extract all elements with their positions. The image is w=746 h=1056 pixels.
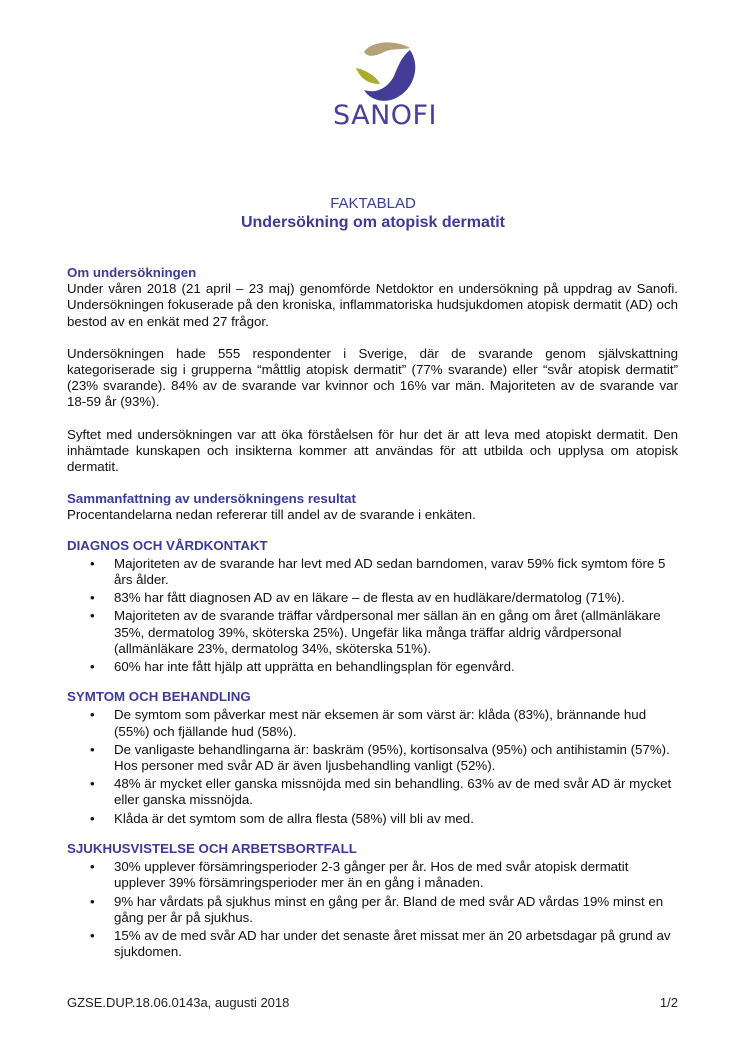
summary-heading: Sammanfattning av undersökningens resultat [67,491,356,507]
about-paragraph-3: Syftet med undersökningen var att öka förståelsen för hur det är att leva med atopiskt dermatit. Den inhämtade kunskapen och insikterna kommer att användas för att utbilda och upplysa om atopisk dermatit. [67,426,678,475]
bullet-icon: • [90,741,95,757]
bullet-icon: • [90,776,95,792]
sanofi-logo-icon [350,38,420,102]
list-item: • Klåda är det symtom som de allra flesta (58%) vill bli av med. [90,810,474,826]
bullet-icon: • [90,859,95,875]
page-number: 1/2 [659,995,678,1010]
list-item: • 48% är mycket eller ganska missnöjda med sin behandling. 63% av de med svår AD är mycket eller ganska missnöjda. [90,776,672,808]
brand-name: SANOFI [332,100,438,131]
sanofi-logo [320,38,450,148]
bullet-list-symtom [67,707,678,826]
bullet-icon: • [90,608,95,624]
bullet-icon: • [90,659,95,675]
document-title: Undersökning om atopisk dermatit [240,214,506,231]
list-item: • Majoriteten av de svarande har levt med AD sedan barndomen, varav 59% fick symtom före 5 års ålder. [90,555,666,588]
about-paragraph-2: Undersökningen hade 555 respondenter i Sverige, där de svarande genom självskattning kategoriserade sig i grupperna “måttlig atopisk dermatit” (77% svarande) eller “svår atopisk dermatit” (23% svarande). 84% av de svarande var kvinnor och 16% var män. Majoriteten av de svarande var 18-59 år (93%). [67,345,678,410]
bullet-list-sjukhus [67,859,678,960]
document-body [67,265,678,962]
bullet-icon: • [90,590,95,606]
about-heading: Om undersökningen [67,265,197,280]
bullet-icon: • [90,707,95,723]
bullet-icon: • [90,810,95,826]
document-header [0,195,746,233]
summary-intro: Procentandelarna nedan refererar till andel av de svarande i enkäten. [67,507,476,523]
list-item: • 30% upplever försämringsperioder 2-3 gånger per år. Hos de med svår atopisk dermatit upplever 39% försämringsperioder mer än en gång i månaden. [90,859,629,891]
about-paragraph-1: Under våren 2018 (21 april – 23 maj) genomförde Netdoktor en undersökning på uppdrag av Sanofi. Undersökningen fokuserade på den kroniska, inflammatoriska hudsjukdomen atopisk dermatit (AD) och bestod av en enkät med 27 frågor. [67,281,678,329]
bullet-icon: • [90,555,95,571]
bullet-icon: • [90,927,95,943]
section-heading-symtom: SYMTOM OCH BEHANDLING [67,689,251,705]
bullet-list-diagnos [67,556,678,675]
section-heading-diagnos: DIAGNOS OCH VÅRDKONTAKT [67,537,268,553]
bullet-icon: • [90,893,95,909]
list-item: • 9% har vårdats på sjukhus minst en gång per år. Bland de med svår AD vårdas 19% minst en gång per år på sjukhus. [90,893,664,925]
list-item: • 60% har inte fått hjälp att upprätta en behandlingsplan för egenvård. [90,659,515,675]
page-footer [67,995,678,1010]
document-reference: GZSE.DUP.18.06.0143a, augusti 2018 [67,995,290,1010]
list-item: • De vanligaste behandlingarna är: baskräm (95%), kortisonsalva (95%) och antihistamin (57%). Hos personer med svår AD är även ljusbehandling vanligt (52%). [90,741,670,774]
document-kicker: FAKTABLAD [330,195,416,212]
list-item: • Majoriteten av de svarande träffar vårdpersonal mer sällan än en gång om året (allmänläkare 35%, dermatolog 39%, sköterska 25%). Ungefär lika många träffar aldrig vårdpersonal (allmänläkare 23%, dermatolog 34%, sköterska 51%). [90,608,661,656]
list-item: • 15% av de med svår AD har under det senaste året missat mer än 20 arbetsdagar på grund av sjukdomen. [90,927,671,960]
list-item: • De symtom som påverkar mest när eksemen är som värst är: klåda (83%), brännande hud (55%) och fjällande hud (58%). [90,707,647,739]
list-item: • 83% har fått diagnosen AD av en läkare – de flesta av en hudläkare/dermatolog (71%). [90,590,625,606]
section-heading-sjukhus: SJUKHUSVISTELSE OCH ARBETSBORTFALL [67,840,357,856]
